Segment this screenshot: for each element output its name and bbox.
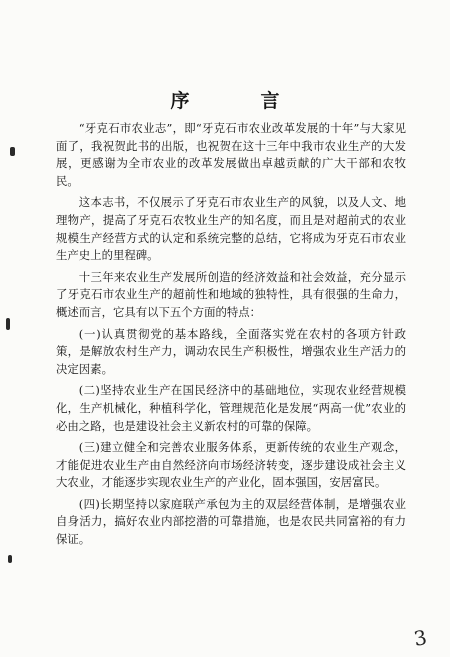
paragraph-7: (四)长期坚持以家庭联产承包为主的双层经营体制，是增强农业自身活力，搞好农业内部挖潜的可靠措施，也是农民共同富裕的有力保证。	[56, 496, 406, 547]
scan-mark-bottom	[8, 555, 12, 563]
paragraph-2: 这本志书，不仅展示了牙克石市农业生产的风貌，以及人文、地理物产，提高了牙克石农牧业生产的知名度，而且是对超前式的农业规模生产经营方式的认定和系统完整的总结，它将成为牙克石市农业生产史上的里程碑。	[56, 195, 406, 263]
scan-mark-middle	[6, 318, 10, 330]
preface-body	[56, 120, 406, 549]
paragraph-6: (三)建立健全和完善农业服务体系，更新传统的农业生产观念，才能促进农业生产由自然经济向市场经济转变，逐步建设成社会主义大农业，才能逐步实现农业生产的产业化，固本强国，安居富民。	[56, 440, 406, 490]
paragraph-1: “牙克石市农业志”，即“牙克石市农业改革发展的十年”与大家见面了，我祝贺此书的出版，也祝贺在这十三年中我市农业生产的大发展，更感谢为全市农业的改革发展做出卓越贡献的广大干部和农牧民。	[56, 121, 406, 188]
page-title: 序 言	[170, 90, 306, 112]
page-number: 3	[412, 625, 429, 651]
paragraph-3: 十三年来农业生产发展所创造的经济效益和社会效益，充分显示了牙克石市农业生产的超前性和地域的独特性，具有很强的生命力，概述而言，它具有以下五个方面的特点：	[56, 269, 406, 319]
paragraph-4: (一)认真贯彻党的基本路线，全面落实党在农村的各项方针政策，是解放农村生产力，调动农民生产积极性，增强农业生产活力的决定因素。	[56, 326, 406, 376]
scan-mark-top	[10, 147, 15, 156]
paragraph-5: (二)坚持农业生产在国民经济中的基础地位，实现农业经营规模化，生产机械化，种植科学化，管理规范化是发展“两高一优”农业的必由之路，也是建设社会主义新农村的可靠的保障。	[56, 383, 406, 433]
